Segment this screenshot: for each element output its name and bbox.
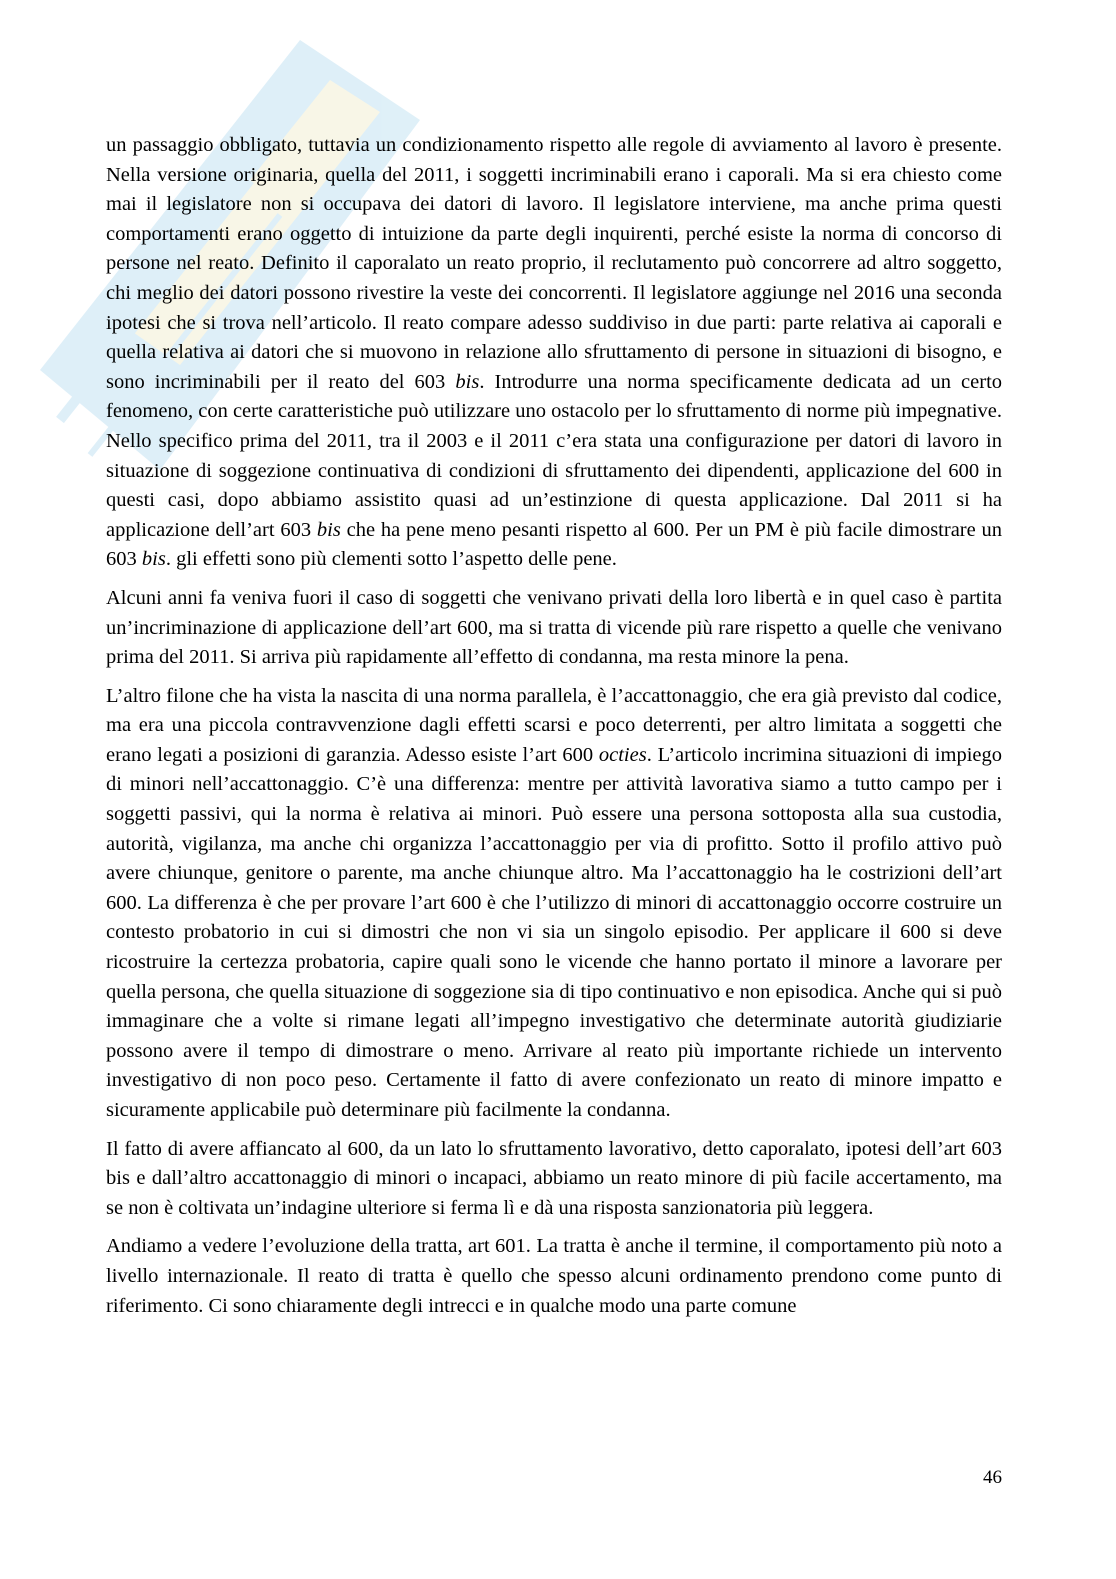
page-number: 46 [983, 1467, 1002, 1488]
text-run: . gli effetti sono più clementi sotto l’aspetto delle pene. [165, 548, 617, 571]
text-run: . Introdurre una norma specificamente dedicata ad un certo fenomeno, con certe caratteristiche può utilizzare uno ostacolo per lo sfruttamento di norme più impegnative. Nello specifico prima del 2011, tra il 2003 e il 2011 c’era stata una configurazione per datori di lavoro in situazione di soggezione continuativa di condizioni di sfruttamento dei dipendenti, applicazione del 600 in questi casi, dopo abbiamo assistito quasi ad un’estinzione di questa applicazione. Dal 2011 si ha applicazione dell’art 603 [106, 370, 1003, 541]
document-body [106, 131, 1002, 1330]
italic-term: bis [316, 518, 341, 541]
text-run: . L’articolo incrimina situazioni di impiego di minori nell’accattonaggio. C’è una differenza: mentre per attività lavorativa siamo a tutto campo per i soggetti passivi, qui la norma è relativa ai minori. Può essere una persona sottoposta alla sua custodia, autorità, vigilanza, ma anche chi organizza l’accattonaggio per via di profitto. Sotto il profilo attivo può avere chiunque, genitore o parente, ma anche chiunque altro. Ma l’accattonaggio ha le costrizioni dell’art 600. La differenza è che per provare l’art 600 è che l’utilizzo di minori di accattonaggio occorre costruire un contesto probatorio in cui si dimostri che non vi sia un singolo episodio. Per applicare il 600 si deve ricostruire la certezza probatoria, capire quali sono le vicende che hanno portato il minore a lavorare per quella persona, che quella situazione di soggezione sia di tipo continuativo e non episodica. Anche qui si può immaginare che a volte si rimane legati all’impegno investigativo che determinate autorità giudiziarie possono avere il tempo di dimostrare o meno. Arrivare al reato più importante richiede un intervento investigativo di non poco peso. Certamente il fatto di avere confezionato un reato di minore impatto e sicuramente applicabile può determinare più facilmente la condanna. [106, 743, 1002, 1121]
paragraph [106, 1135, 1002, 1224]
text-run: un passaggio obbligato, tuttavia un condizionamento rispetto alle regole di avviamento al lavoro è presente. Nella versione originaria, quella del 2011, i soggetti incriminabili erano i caporali. Ma si era chiesto come mai il legislatore non si occupava dei datori di lavoro. Il legislatore interviene, ma anche prima questi comportamenti erano oggetto di intuizione da parte degli inquirenti, perché esiste la norma di concorso di persone nel reato. Definito il caporalato un reato proprio, il reclutamento può concorrere ad altro soggetto, chi meglio dei datori possono rivestire la veste dei concorrenti. Il legislatore aggiunge nel 2016 una seconda ipotesi che si trova nell’articolo. Il reato compare adesso suddiviso in due parti: parte relativa ai caporali e quella relativa ai datori che si muovono in relazione allo sfruttamento di persone in situazioni di bisogno, e sono incriminabili per il reato del 603 [106, 134, 1002, 393]
text-run: che ha pene meno pesanti rispetto al 600. Per un PM è più facile dimostrare un 603 [106, 518, 1002, 571]
text-run: Alcuni anni fa veniva fuori il caso di soggetti che venivano privati della loro libertà e in quel caso è partita un’incriminazione di applicazione dell’art 600, ma si tratta di vicende più rare rispetto a quelle che venivano prima del 2011. Si arriva più rapidamente all’effetto di condanna, ma resta minore la pena. [106, 586, 1002, 669]
italic-term: bis [455, 370, 480, 393]
italic-term: octies [598, 743, 647, 766]
text-run: Il fatto di avere affiancato al 600, da un lato lo sfruttamento lavorativo, detto caporalato, ipotesi dell’art 603 bis e dall’altro accattonaggio di minori o incapaci, abbiamo un reato minore di più facile accertamento, ma se non è coltivata un’indagine ulteriore si ferma lì e dà una risposta sanzionatoria più leggera. [106, 1137, 1002, 1219]
text-run: L’altro filone che ha vista la nascita di una norma parallela, è l’accattonaggio, che era già previsto dal codice, ma era una piccola contravvenzione dagli effetti scarsi e poco deterrenti, per altro limitata a soggetti che erano legati a posizioni di garanzia. Adesso esiste l’art 600 [106, 684, 1002, 766]
paragraph [106, 584, 1002, 673]
paragraph [106, 682, 1002, 1126]
paragraph [106, 131, 1002, 575]
italic-term: bis [141, 548, 166, 571]
paragraph [106, 1232, 1002, 1321]
text-run: Andiamo a vedere l’evoluzione della tratta, art 601. La tratta è anche il termine, il comportamento più noto a livello internazionale. Il reato di tratta è quello che spesso alcuni ordinamento prendono come punto di riferimento. Ci sono chiaramente degli intrecci e in qualche modo una parte comune [106, 1235, 1002, 1317]
